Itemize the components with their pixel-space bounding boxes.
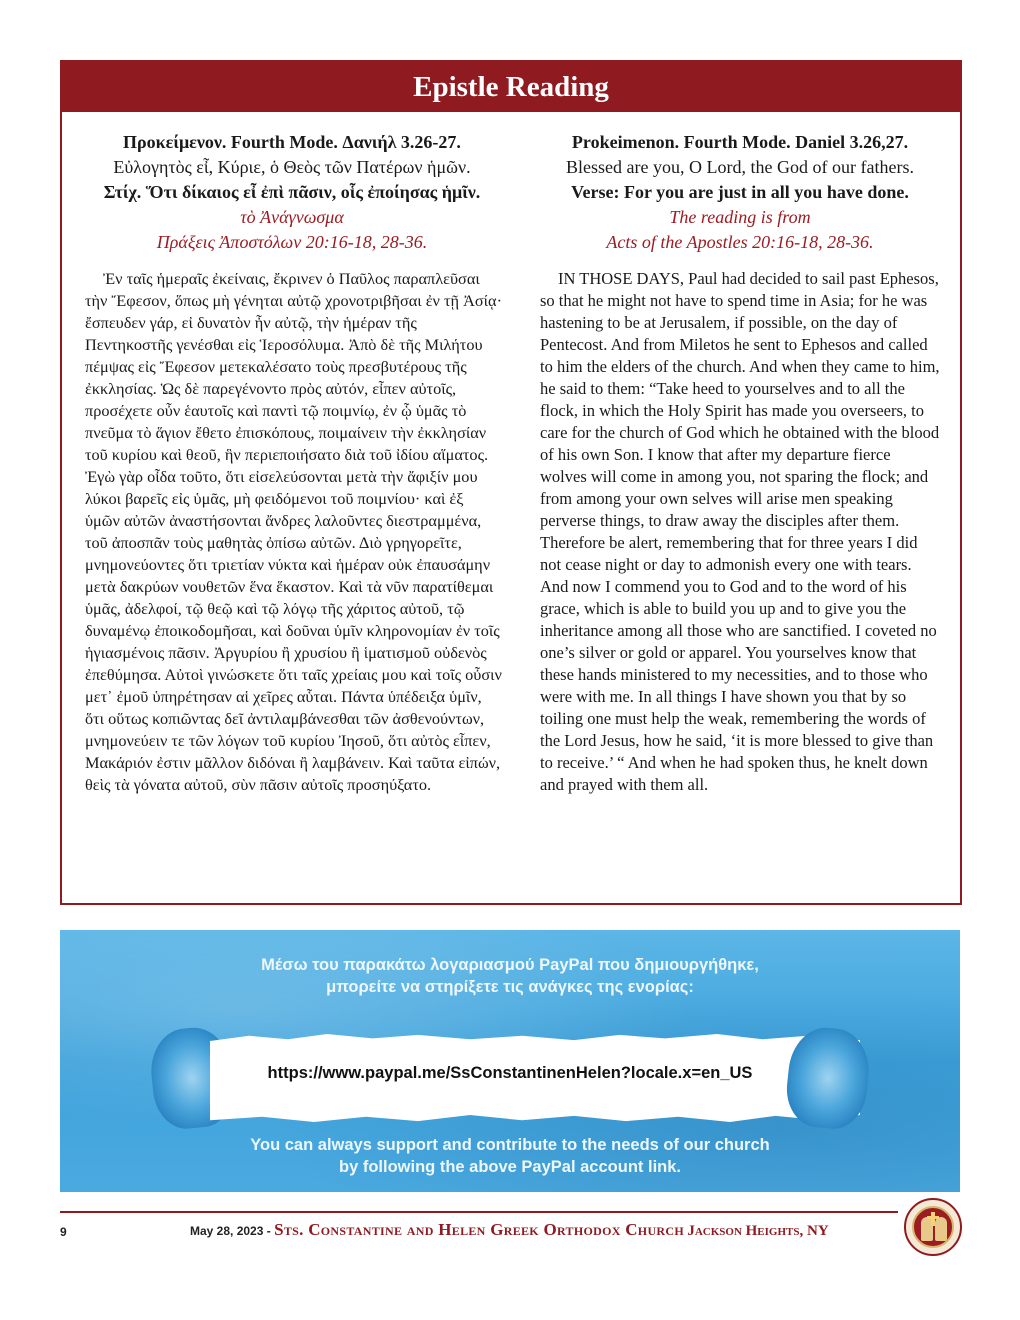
footer-location: Jackson Heights, NY <box>687 1223 829 1239</box>
greek-prokeimenon-block <box>82 130 502 255</box>
footer-info <box>190 1220 829 1240</box>
footer-separator: - <box>266 1224 271 1238</box>
church-seal-icon <box>904 1198 962 1256</box>
english-reading-intro: The reading is from <box>669 207 811 227</box>
greek-reading-ref: Πράξεις Ἀποστόλων 20:16-18, 28-36. <box>156 232 428 252</box>
english-verse: Verse: For you are just in all you have done. <box>571 182 909 202</box>
epistle-header: Epistle Reading <box>62 62 960 112</box>
paypal-link[interactable]: https://www.paypal.me/SsConstantinenHelen?locale.x=en_US <box>267 1064 753 1082</box>
seal-inner <box>912 1206 954 1248</box>
greek-verse: Στίχ. Ὅτι δίκαιος εἶ ἐπὶ πᾶσιν, οἷς ἐποίησας ἡμῖν. <box>103 182 481 202</box>
greek-reading-intro: τὸ Ἀνάγνωσμα <box>240 207 344 227</box>
english-prokeimenon-title: Prokeimenon. Fourth Mode. Daniel 3.26,27. <box>571 132 909 152</box>
seal-figure-right <box>935 1217 947 1241</box>
paypal-english-line-2: by following the above PayPal account link. <box>339 1158 681 1176</box>
footer-date: May 28, 2023 <box>190 1224 264 1238</box>
paypal-greek-line-2: μπορείτε να στηρίξετε τις ανάγκες της ενορίας: <box>326 978 694 996</box>
greek-prokeimenon-title: Προκείμενον. Fourth Mode. Δανιήλ 3.26-27. <box>123 132 461 152</box>
page-number: 9 <box>60 1225 67 1239</box>
english-reading-ref: Acts of the Apostles 20:16-18, 28-36. <box>606 232 874 252</box>
epistle-reading-box <box>60 60 962 905</box>
greek-column <box>82 130 502 796</box>
paypal-banner <box>60 930 960 1192</box>
paypal-greek-line-1: Μέσω του παρακάτω λογαριασμού PayPal που δημιουργήθηκε, <box>261 956 759 974</box>
english-prokeimenon-block <box>540 130 940 255</box>
english-column <box>540 130 940 796</box>
english-prokeimenon-line: Blessed are you, O Lord, the God of our fathers. <box>566 157 914 177</box>
greek-prokeimenon-line: Εὐλογητὸς εἶ, Κύριε, ὁ Θεὸς τῶν Πατέρων ἡμῶν. <box>113 157 471 177</box>
footer-divider <box>60 1211 898 1213</box>
greek-reading-body: Ἐν ταῖς ἡμεραῖς ἐκείναις, ἔκρινεν ὁ Παῦλος παραπλεῦσαι τὴν Ἔφεσον, ὅπως μὴ γένηται αὐτῷ χρονοτριβῆσαι ἐν τῇ Ἀσίᾳ· ἔσπευδεν γάρ, εἰ δυνατὸν ἦν αὐτῷ, τὴν ἡμέραν τῆς Πεντηκοστῆς γενέσθαι εἰς Ἱεροσόλυμα. Ἀπὸ δὲ τῆς Μιλήτου πέμψας εἰς Ἔφεσον μετεκαλέσατο τοὺς πρεσβυτέρους τῆς ἐκκλησίας. Ὡς δὲ παρεγένοντο πρὸς αὐτόν, εἶπεν αὐτοῖς, προσέχετε οὖν ἑαυτοῖς καὶ παντὶ τῷ ποιμνίῳ, ἐν ᾧ ὑμᾶς τὸ πνεῦμα τὸ ἅγιον ἔθετο ἐπισκόπους, ποιμαίνειν τὴν ἐκκλησίαν τοῦ κυρίου καὶ θεοῦ, ἣν περιεποιήσατο διὰ τοῦ ἰδίου αἵματος. Ἐγὼ γὰρ οἶδα τοῦτο, ὅτι εἰσελεύσονται μετὰ τὴν ἄφιξίν μου λύκοι βαρεῖς εἰς ὑμᾶς, μὴ φειδόμενοι τοῦ ποιμνίου· καὶ ἐξ ὑμῶν αὐτῶν ἀναστήσονται ἄνδρες λαλοῦντες διεστραμμένα, τοῦ ἀποσπᾶν τοὺς μαθητὰς ὀπίσω αὐτῶν. Διὸ γρηγορεῖτε, μνημονεύοντες ὅτι τριετίαν νύκτα καὶ ἡμέραν οὐκ ἐπαυσάμην μετὰ δακρύων νουθετῶν ἕνα ἕκαστον. Καὶ τὰ νῦν παρατίθεμαι ὑμᾶς, ἀδελφοί, τῷ θεῷ καὶ τῷ λόγῳ τῆς χάριτος αὐτοῦ, τῷ δυναμένῳ ἐποικοδομῆσαι, καὶ δοῦναι ὑμῖν κληρονομίαν ἐν τοῖς ἡγιασμένοις πᾶσιν. Ἀργυρίου ἢ χρυσίου ἢ ἱματισμοῦ οὐδενὸς ἐπεθύμησα. Αὐτοὶ γινώσκετε ὅτι ταῖς χρείαις μου καὶ τοῖς οὖσιν μετ᾽ ἐμοῦ ὑπηρέτησαν αἱ χεῖρες αὗται. Πάντα ὑπέδειξα ὑμῖν, ὅτι οὕτως κοπιῶντας δεῖ ἀντιλαμβάνεσθαι τῶν ἀσθενούντων, μνημονεύειν τε τῶν λόγων τοῦ κυρίου Ἰησοῦ, ὅτι αὐτὸς εἶπεν, Μακάριόν ἐστιν μᾶλλον διδόναι ἢ λαμβάνειν. Καὶ ταῦτα εἰπών, θεὶς τὰ γόνατα αὐτοῦ, σὺν πᾶσιν αὐτοῖς προσηύξατο. <box>85 269 502 794</box>
paypal-greek-text <box>60 954 960 998</box>
paypal-english-line-1: You can always support and contribute to the needs of our church <box>250 1136 770 1154</box>
seal-cross-bar <box>927 1216 939 1219</box>
seal-cross-icon <box>931 1212 935 1226</box>
paypal-english-text <box>60 1134 960 1178</box>
english-reading-body: IN THOSE DAYS, Paul had decided to sail past Ephesos, so that he might not have to spend time in Asia; for he was hastening to be at Jerusalem, if possible, on the day of Pentecost. And from Miletos he sent to Ephesos and called to him the elders of the church. And when they came to him, he said to them: “Take heed to yourselves and to all the flock, in which the Holy Spirit has made you overseers, to care for the church of God which he obtained with the blood of his own Son. I know that after my departure fierce wolves will come in among you, not sparing the flock; and from among your own selves will arise men speaking perverse things, to draw away the disciples after them. Therefore be alert, remembering that for three years I did not cease night or day to admonish every one with tears. And now I commend you to God and to the word of his grace, which is able to build you up and to give you the inheritance among all those who are sanctified. I coveted no one’s silver or gold or apparel. You yourselves know that these hands ministered to my necessities, and to those who were with me. In all things I have shown you that by so toiling one must help the weak, remembering the words of the Lord Jesus, how he said, ‘it is more blessed to give than to receive.’ “ And when he had spoken thus, he knelt down and prayed with them all. <box>540 269 940 794</box>
footer-church-name: Sts. Constantine and Helen Greek Orthodox Church <box>274 1220 684 1239</box>
